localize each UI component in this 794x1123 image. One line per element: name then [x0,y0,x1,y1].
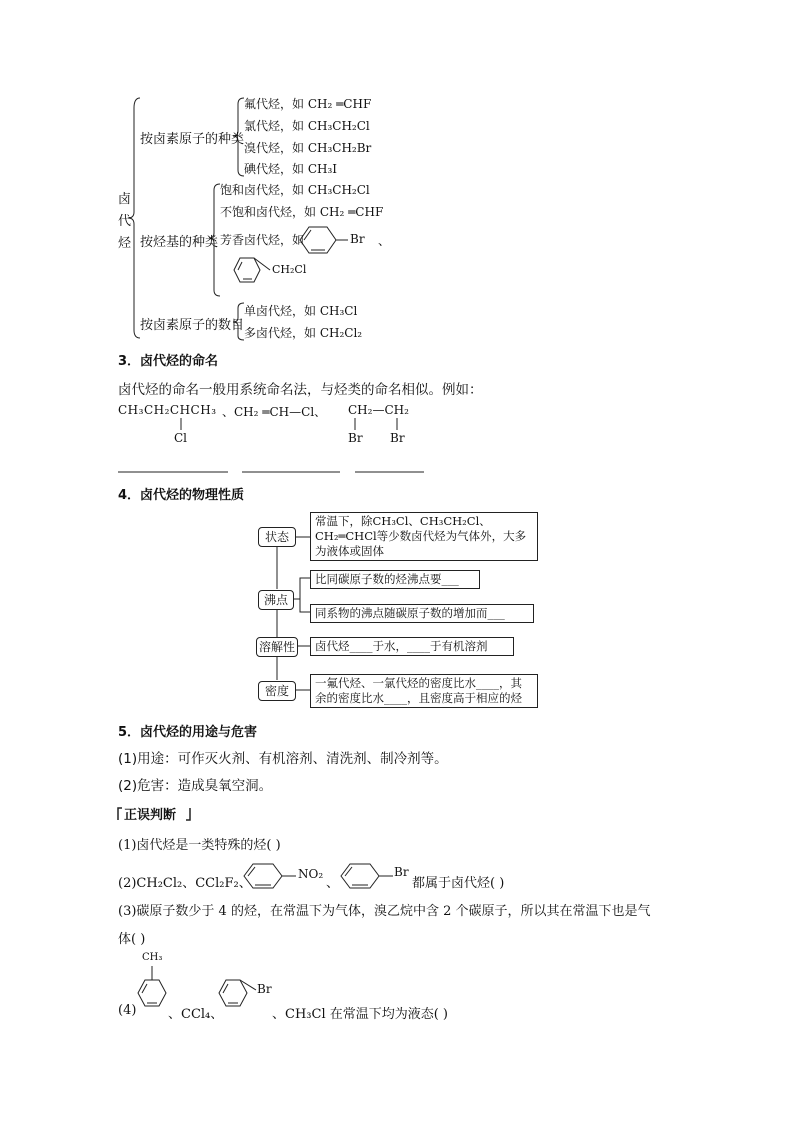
question-2-sep: 、 [326,876,340,891]
question-4-prefix: (4) [118,1003,137,1018]
separator: 、 [378,234,391,248]
group-label-hydrocarbon-type: 按烃基的种类 [140,235,219,250]
judge-heading: 正误判断 [124,808,177,823]
bp-text-1: 比同碳原子数的烃沸点要___ [310,570,480,589]
nitro-label: NO₂ [298,867,324,881]
state-text: 常温下，除CH₃Cl、CH₃CH₂Cl、CH₂═CHCl等少数卤代烃为气体外，大多为液体或固体 [310,512,538,561]
formula-3-br2: Br [390,431,405,445]
section-3-heading: 3．卤代烃的命名 [118,354,219,369]
group-label-halogen-type: 按卤素原子的种类 [140,132,245,147]
question-2-suffix: 都属于卤代烃( ) [412,876,505,891]
section-3-text: 卤代烃的命名一般用系统命名法，与烃类的命名相似。例如： [118,382,483,398]
benzene-icon [219,980,256,1006]
benzene-icon [234,258,270,282]
tree-item: 不饱和卤代烃，如 CH₂ ═CHF [220,205,384,219]
label-solubility: 溶解性 [256,637,298,657]
section-5-heading: 5．卤代烃的用途与危害 [118,725,258,740]
question-1: (1)卤代烃是一类特殊的烃( ) [118,838,281,853]
use-text: (1)用途：可作灭火剂、有机溶剂、清洗剂、制冷剂等。 [118,751,448,767]
group-label-halogen-count: 按卤素原子的数目 [140,318,245,333]
harm-text: (2)危害：造成臭氧空洞。 [118,778,273,794]
benzene-icon [138,966,166,1006]
methyl-label: CH₃ [142,952,163,963]
tree-item: 氟代烃，如 CH₂ ═CHF [244,97,372,111]
bromo-label: Br [257,982,272,996]
formula-1: CH₃CH₂CHCH₃ [118,403,217,417]
ch2cl-label: CH₂Cl [272,263,307,276]
formula-2: 、CH₂ ═CH—Cl、 [222,405,327,419]
benzene-icon [244,864,296,888]
section-4-heading: 4．卤代烃的物理性质 [118,488,245,503]
tree-item: 溴代烃，如 CH₃CH₂Br [244,141,372,155]
tree-item: 多卤代烃，如 CH₂Cl₂ [244,326,363,340]
root-char-1: 卤 [118,192,132,207]
bromo-label: Br [394,865,409,879]
root-char-2: 代 [118,214,132,229]
label-density: 密度 [258,681,296,701]
question-3-line2: 体( ) [118,932,146,947]
formula-1-cl: Cl [174,431,188,445]
benzene-icon [341,864,393,888]
solubility-text: 卤代烃____于水，____于有机溶剂 [310,637,514,656]
benzene-icon [300,227,348,253]
tree-item: 碘代烃，如 CH₃I [244,162,338,176]
bp-text-2: 同系物的沸点随碳原子数的增加而___ [310,604,534,623]
tree-item: 芳香卤代烃，如 [220,233,305,247]
density-text: 一氟代烃、一氯代烃的密度比水____，其余的密度比水____，且密度高于相应的烃 [310,674,538,708]
question-4-mid: 、CCl₄、 [168,1007,224,1022]
label-boiling-point: 沸点 [258,590,294,610]
tree-item: 氯代烃，如 CH₃CH₂Cl [244,119,370,133]
label-state: 状态 [258,527,296,547]
root-char-3: 烃 [118,236,132,251]
tree-item: 单卤代烃，如 CH₃Cl [244,304,358,318]
question-4-suffix: 、CH₃Cl 在常温下均为液态( ) [272,1007,449,1022]
formula-3: CH₂—CH₂ [348,403,409,417]
bromo-label: Br [350,232,365,246]
tree-item: 饱和卤代烃，如 CH₃CH₂Cl [220,183,370,197]
question-2-prefix: (2)CH₂Cl₂、CCl₂F₂、 [118,876,252,891]
question-3-line1: (3)碳原子数少于 4 的烃，在常温下为气体，溴乙烷中含 2 个碳原子，所以其在常温下也是气 [118,904,651,919]
formula-3-br1: Br [348,431,363,445]
